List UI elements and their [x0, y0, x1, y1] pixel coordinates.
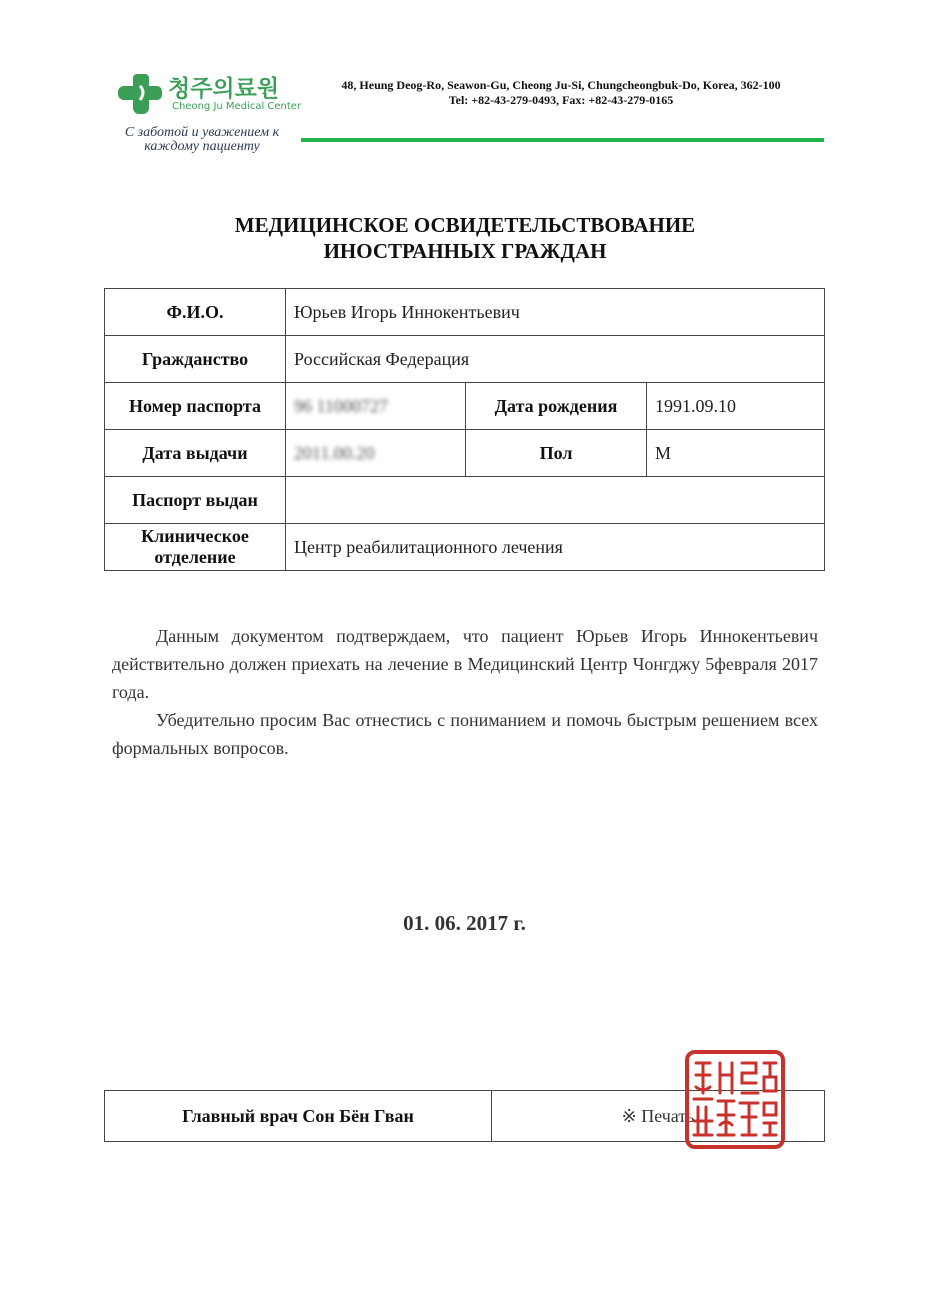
row-citizenship: [105, 336, 825, 383]
department-value: Центр реабилитационного лечения: [286, 524, 825, 571]
address: 48, Heung Deog-Ro, Seawon-Gu, Cheong Ju-Si, Chungcheongbuk-Do, Korea, 362-100: [341, 78, 781, 92]
document-title: [104, 212, 826, 264]
row-department: [105, 524, 825, 571]
citizenship-value: Российская Федерация: [286, 336, 825, 383]
issue-date-redacted: 2011.00.20: [294, 442, 375, 463]
cross-logo-icon: [116, 72, 164, 116]
department-label: [105, 524, 286, 571]
issue-value: [286, 430, 466, 477]
issued-by-label: Паспорт выдан: [105, 477, 286, 524]
document-date: 01. 06. 2017 г.: [403, 911, 526, 935]
issue-label: Дата выдачи: [105, 430, 286, 477]
sex-label: Пол: [466, 430, 647, 477]
issued-by-value: [286, 477, 825, 524]
citizenship-label: Гражданство: [105, 336, 286, 383]
chief-doctor: Главный врач Сон Бён Гван: [105, 1091, 492, 1142]
department-label-line-1: Клиническое: [141, 526, 249, 546]
header-divider: [301, 138, 824, 142]
slogan-line-2: каждому пациенту: [144, 139, 260, 154]
slogan: [112, 126, 292, 154]
contacts: Tel: +82-43-279-0493, Fax: +82-43-279-0165: [448, 93, 674, 107]
paragraph-1: Данным документом подтверждаем, что пациент Юрьев Игорь Иннокентьевич действительно должен приехать на лечение в Медицинский Центр Чонгджу 5февраля 2017 года.: [112, 626, 818, 702]
passport-value: [286, 383, 466, 430]
row-passport: [105, 383, 825, 430]
logo-korean-text: 청주의료원: [168, 76, 280, 102]
slogan-line-1: С заботой и уважением к: [124, 125, 280, 140]
body-text: [112, 622, 818, 762]
department-label-line-2: отделение: [154, 547, 236, 567]
patient-info-table: [104, 288, 825, 571]
name-label: Ф.И.О.: [105, 289, 286, 336]
passport-label: Номер паспорта: [105, 383, 286, 430]
row-issued-by: [105, 477, 825, 524]
row-name: [105, 289, 825, 336]
address-block: [300, 78, 822, 108]
official-seal-icon: [684, 1049, 786, 1150]
title-line-2: ИНОСТРАННЫХ ГРАЖДАН: [323, 239, 607, 263]
title-line-1: МЕДИЦИНСКОЕ ОСВИДЕТЕЛЬСТВОВАНИЕ: [234, 213, 696, 237]
name-value: Юрьев Игорь Иннокентьевич: [286, 289, 825, 336]
passport-number-redacted: 96 11000727: [294, 395, 388, 416]
birth-label: Дата рождения: [466, 383, 647, 430]
paragraph-2: Убедительно просим Вас отнестись с пониманием и помочь быстрым решением всех формальных вопросов.: [112, 710, 818, 758]
sex-value: М: [647, 430, 825, 477]
stamp-label: ※ Печать: [492, 1091, 825, 1142]
row-issue: [105, 430, 825, 477]
birth-value: 1991.09.10: [647, 383, 825, 430]
logo-english-text: Cheong Ju Medical Center: [172, 101, 302, 112]
